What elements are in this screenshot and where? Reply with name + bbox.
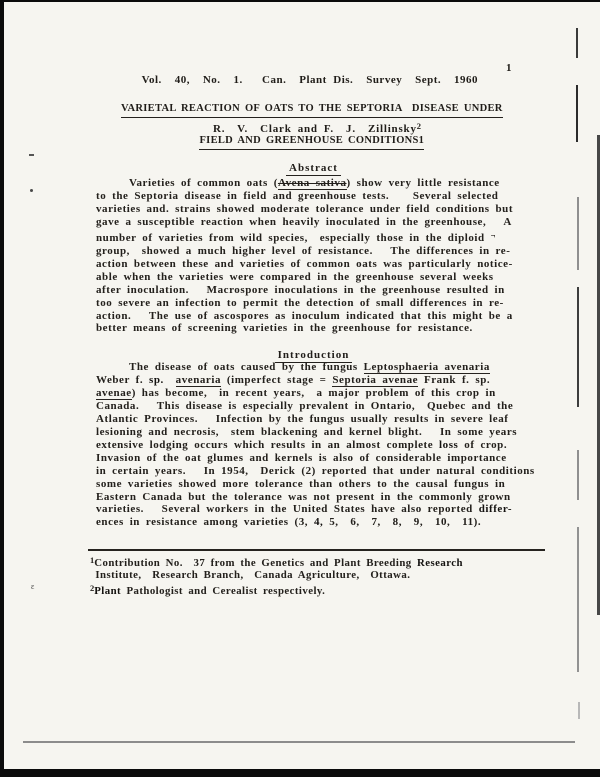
title-line-1: VARIETAL REACTION OF OATS TO THE SEPTORIA DISEASE UNDER bbox=[121, 101, 503, 118]
scan-speck bbox=[30, 189, 33, 192]
footnotes: $^1$Contribution No. 37 from the Genetics and Plant Breeding Research Institute, Research Branch, Canada Agriculture, Ottawa. $^2$Plant Pathologist and Cerealist respectively. bbox=[90, 555, 463, 597]
authors-line: R. V. Clark and F. J. Zillinsky$^2$ bbox=[212, 121, 422, 135]
footnote-separator-rule bbox=[88, 549, 545, 551]
scan-edge-mark bbox=[577, 450, 579, 500]
scan-edge-mark bbox=[577, 287, 579, 407]
scan-edge-mark bbox=[576, 28, 578, 58]
scan-bottom-line bbox=[23, 741, 575, 743]
journal-citation: Vol. 40, No. 1. Can. Plant Dis. Survey Sept. 1960 bbox=[141, 74, 479, 86]
scan-edge-mark bbox=[577, 197, 579, 270]
scan-speck: ε bbox=[31, 582, 35, 591]
scan-speck bbox=[29, 154, 34, 156]
scan-edge-mark bbox=[578, 702, 580, 719]
abstract-heading: Abstract bbox=[286, 162, 341, 176]
introduction-heading: Introduction bbox=[275, 349, 353, 363]
title-line-2: FIELD AND GREENHOUSE CONDITIONS1 bbox=[199, 133, 424, 150]
page-number: 1 bbox=[506, 62, 512, 74]
scan-edge-mark bbox=[576, 85, 578, 142]
introduction-paragraph: The disease of oats caused by the fungus Leptosphaeria avenaria Weber f. sp. avenaria (imperfect stage = Septoria avenae Frank f. sp. avenae) has become, in recent years, a major problem of this crop in Canada. This disease is especially prevalent in Ontario, Quebec and the Atlantic Provinces. Infection by the fungus usually results in severe leaf lesioning and necrosis, stem blackening and kernel blight. In some years extensive lodging occurs which results in an almost complete loss of crop. Invasion of the oat glumes and kernels is also of considerable importance in certain years. In 1954, Derick (2) reported that under natural conditions some varieties showed more tolerance than others to the causal fungus in Eastern Canada but the tolerance was not present in the commonly grown varieties. Several workers in the United States have also reported differ- ences in resistance among varieties (3, 4, 5, 6, 7, 8, 9, 10, 11). bbox=[96, 361, 535, 529]
scan-edge-mark bbox=[577, 527, 579, 672]
abstract-paragraph: Varieties of common oats (Avena sativa) show very little resistance to the Septoria disease in field and greenhouse tests. Several selected varieties and. strains showed moderate tolerance under field conditions but gave a susceptible reaction when heavily inoculated in the greenhouse, A number of varieties from wild species, especially those in the diploid ¬ group, showed a much higher level of resistance. The differences in re- action between these and varieties of common oats was particularly notice- able when the varieties were compared in the greenhouse several weeks after inoculation. Macrospore inoculations in the greenhouse resulted in too severe an infection to permit the detection of small differences in re- action. The use of ascospores as inoculum indicated that this might be a better means of screening varieties in the greenhouse for resistance. bbox=[96, 177, 514, 335]
